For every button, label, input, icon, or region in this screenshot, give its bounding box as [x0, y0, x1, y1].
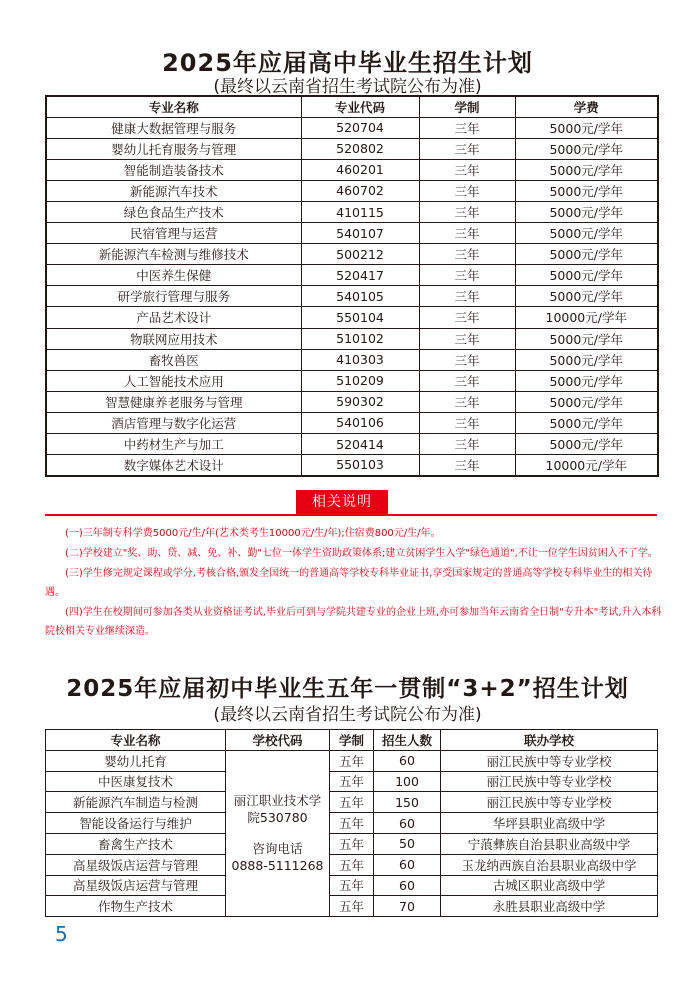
tuition-cell: 5000元/学年 [515, 265, 658, 286]
note-item: (一)三年制专科学费5000元/生/年(艺术类考生10000元/生/年);住宿费800元/生/年。 [65, 528, 441, 539]
code-cell: 410303 [301, 349, 419, 370]
code-cell: 510102 [301, 328, 419, 349]
duration-cell: 三年 [419, 412, 515, 433]
col-header-school-code: 学校代码 [226, 730, 330, 751]
tuition-cell: 5000元/学年 [515, 286, 658, 307]
table-row [46, 201, 658, 222]
code-cell: 410115 [301, 201, 419, 222]
major-cell: 新能源汽车制造与检测 [46, 792, 226, 813]
note-item: (三)学生修完规定课程或学分,考核合格,颁发全国统一的普通高等学校专科毕业证书,享受国家规定的普通高等学校专科毕业生的相关待遇。 [45, 568, 653, 598]
partner-school-cell: 古城区职业高级中学 [441, 875, 658, 896]
enrollment-cell: 70 [374, 896, 441, 917]
major-cell: 研学旅行管理与服务 [46, 286, 301, 307]
table-row [46, 180, 658, 201]
code-cell: 540107 [301, 223, 419, 244]
duration-cell: 五年 [330, 750, 374, 771]
col-header-major: 专业名称 [46, 96, 301, 117]
plan1-subtitle: (最终以云南省招生考试院公布为准) [213, 77, 482, 97]
duration-cell: 三年 [419, 370, 515, 391]
enrollment-cell: 100 [374, 771, 441, 792]
col-header-code: 专业代码 [301, 96, 419, 117]
enrollment-cell: 60 [374, 813, 441, 834]
duration-cell: 三年 [419, 159, 515, 180]
code-cell: 460702 [301, 180, 419, 201]
tuition-cell: 5000元/学年 [515, 117, 658, 138]
tuition-cell: 5000元/学年 [515, 349, 658, 370]
code-cell: 510209 [301, 370, 419, 391]
note-item: (二)学校建立"奖、助、贷、减、免、补、勤"七位一体学生资助政策体系;建立贫困学生入学"绿色通道",不让一位学生因贫困入不了学。 [65, 548, 658, 559]
table-row [46, 771, 658, 792]
school-info-cell [226, 750, 330, 916]
major-cell: 绿色食品生产技术 [46, 201, 301, 222]
tuition-cell: 5000元/学年 [515, 412, 658, 433]
duration-cell: 三年 [419, 138, 515, 159]
major-cell: 新能源汽车技术 [46, 180, 301, 201]
major-cell: 畜禽生产技术 [46, 833, 226, 854]
plan2-table [45, 729, 658, 917]
tuition-cell: 10000元/学年 [515, 455, 658, 476]
duration-cell: 五年 [330, 854, 374, 875]
enrollment-cell: 60 [374, 875, 441, 896]
plan2-header-row [46, 730, 658, 751]
tuition-cell: 5000元/学年 [515, 328, 658, 349]
code-cell: 550103 [301, 455, 419, 476]
col-header-partner-school: 联办学校 [441, 730, 658, 751]
duration-cell: 三年 [419, 117, 515, 138]
code-cell: 540105 [301, 286, 419, 307]
tuition-cell: 5000元/学年 [515, 223, 658, 244]
phone-label: 咨询电话 [252, 841, 303, 857]
code-cell: 550104 [301, 307, 419, 328]
table-row [46, 833, 658, 854]
duration-cell: 五年 [330, 792, 374, 813]
code-cell: 500212 [301, 244, 419, 265]
enrollment-cell: 50 [374, 833, 441, 854]
code-cell: 460201 [301, 159, 419, 180]
table-row [46, 286, 658, 307]
plan2-title: 2025年应届初中毕业生五年一贯制“3+2”招生计划 [66, 676, 629, 702]
col-header-duration: 学制 [330, 730, 374, 751]
duration-cell: 三年 [419, 391, 515, 412]
major-cell: 智慧健康养老服务与管理 [46, 391, 301, 412]
code-cell: 520414 [301, 434, 419, 455]
major-cell: 数字媒体艺术设计 [46, 455, 301, 476]
table-row [46, 159, 658, 180]
table-row [46, 750, 658, 771]
duration-cell: 三年 [419, 244, 515, 265]
note-item: (四)学生在校期间可参加各类从业资格证考试,毕业后可到与学院共建专业的企业上班,亦可参加当年云南省全日制"专升本"考试,升入本科院校相关专业继续深造。 [45, 607, 662, 637]
school-name: 丽江职业技术学院530780 [233, 793, 322, 826]
major-cell: 智能制造装备技术 [46, 159, 301, 180]
enrollment-cell: 150 [374, 792, 441, 813]
tuition-cell: 5000元/学年 [515, 138, 658, 159]
table-row [46, 307, 658, 328]
table-row [46, 412, 658, 433]
major-cell: 民宿管理与运营 [46, 223, 301, 244]
tuition-cell: 5000元/学年 [515, 159, 658, 180]
plan1-header-row [46, 96, 658, 117]
table-row [46, 265, 658, 286]
duration-cell: 五年 [330, 875, 374, 896]
table-row [46, 244, 658, 265]
enrollment-cell: 60 [374, 750, 441, 771]
code-cell: 590302 [301, 391, 419, 412]
partner-school-cell: 华坪县职业高级中学 [441, 813, 658, 834]
table-row [46, 117, 658, 138]
enrollment-cell: 60 [374, 854, 441, 875]
code-cell: 520802 [301, 138, 419, 159]
plan1-title: 2025年应届高中毕业生招生计划 [162, 49, 533, 77]
duration-cell: 三年 [419, 434, 515, 455]
major-cell: 健康大数据管理与服务 [46, 117, 301, 138]
duration-cell: 三年 [419, 201, 515, 222]
notes-label: 相关说明 [296, 490, 388, 514]
major-cell: 中医康复技术 [46, 771, 226, 792]
table-row [46, 875, 658, 896]
major-cell: 新能源汽车检测与维修技术 [46, 244, 301, 265]
notes-divider [45, 514, 657, 516]
partner-school-cell: 玉龙纳西族自治县职业高级中学 [441, 854, 658, 875]
partner-school-cell: 丽江民族中等专业学校 [441, 792, 658, 813]
tuition-cell: 5000元/学年 [515, 180, 658, 201]
tuition-cell: 5000元/学年 [515, 201, 658, 222]
table-row [46, 138, 658, 159]
notes-list [45, 524, 665, 642]
major-cell: 物联网应用技术 [46, 328, 301, 349]
duration-cell: 三年 [419, 349, 515, 370]
tuition-cell: 10000元/学年 [515, 307, 658, 328]
col-header-tuition: 学费 [515, 96, 658, 117]
table-row [46, 854, 658, 875]
major-cell: 酒店管理与数字化运营 [46, 412, 301, 433]
table-row [46, 391, 658, 412]
tuition-cell: 5000元/学年 [515, 370, 658, 391]
duration-cell: 三年 [419, 307, 515, 328]
duration-cell: 三年 [419, 265, 515, 286]
major-cell: 人工智能技术应用 [46, 370, 301, 391]
page-number: 5 [55, 922, 68, 946]
partner-school-cell: 丽江民族中等专业学校 [441, 771, 658, 792]
phone-number: 0888-5111268 [231, 858, 324, 874]
duration-cell: 五年 [330, 771, 374, 792]
major-cell: 中药材生产与加工 [46, 434, 301, 455]
plan1-table [45, 95, 659, 477]
major-cell: 智能设备运行与维护 [46, 813, 226, 834]
tuition-cell: 5000元/学年 [515, 434, 658, 455]
partner-school-cell: 丽江民族中等专业学校 [441, 750, 658, 771]
code-cell: 520704 [301, 117, 419, 138]
major-cell: 婴幼儿托育 [46, 750, 226, 771]
duration-cell: 五年 [330, 896, 374, 917]
duration-cell: 五年 [330, 833, 374, 854]
duration-cell: 三年 [419, 180, 515, 201]
tuition-cell: 5000元/学年 [515, 391, 658, 412]
col-header-duration: 学制 [419, 96, 515, 117]
duration-cell: 三年 [419, 286, 515, 307]
tuition-cell: 5000元/学年 [515, 244, 658, 265]
partner-school-cell: 宁蒗彝族自治县职业高级中学 [441, 833, 658, 854]
major-cell: 婴幼儿托育服务与管理 [46, 138, 301, 159]
duration-cell: 三年 [419, 455, 515, 476]
major-cell: 产品艺术设计 [46, 307, 301, 328]
col-header-enrollment: 招生人数 [374, 730, 441, 751]
major-cell: 作物生产技术 [46, 896, 226, 917]
code-cell: 540106 [301, 412, 419, 433]
table-row [46, 349, 658, 370]
major-cell: 高星级饭店运营与管理 [46, 854, 226, 875]
table-row [46, 455, 658, 476]
duration-cell: 三年 [419, 328, 515, 349]
partner-school-cell: 永胜县职业高级中学 [441, 896, 658, 917]
col-header-major: 专业名称 [46, 730, 226, 751]
duration-cell: 五年 [330, 813, 374, 834]
table-row [46, 792, 658, 813]
major-cell: 畜牧兽医 [46, 349, 301, 370]
table-row [46, 223, 658, 244]
duration-cell: 三年 [419, 223, 515, 244]
table-row [46, 896, 658, 917]
major-cell: 中医养生保健 [46, 265, 301, 286]
code-cell: 520417 [301, 265, 419, 286]
plan2-subtitle: (最终以云南省招生考试院公布为准) [213, 705, 482, 725]
table-row [46, 328, 658, 349]
table-row [46, 434, 658, 455]
table-row [46, 370, 658, 391]
table-row [46, 813, 658, 834]
major-cell: 高星级饭店运营与管理 [46, 875, 226, 896]
